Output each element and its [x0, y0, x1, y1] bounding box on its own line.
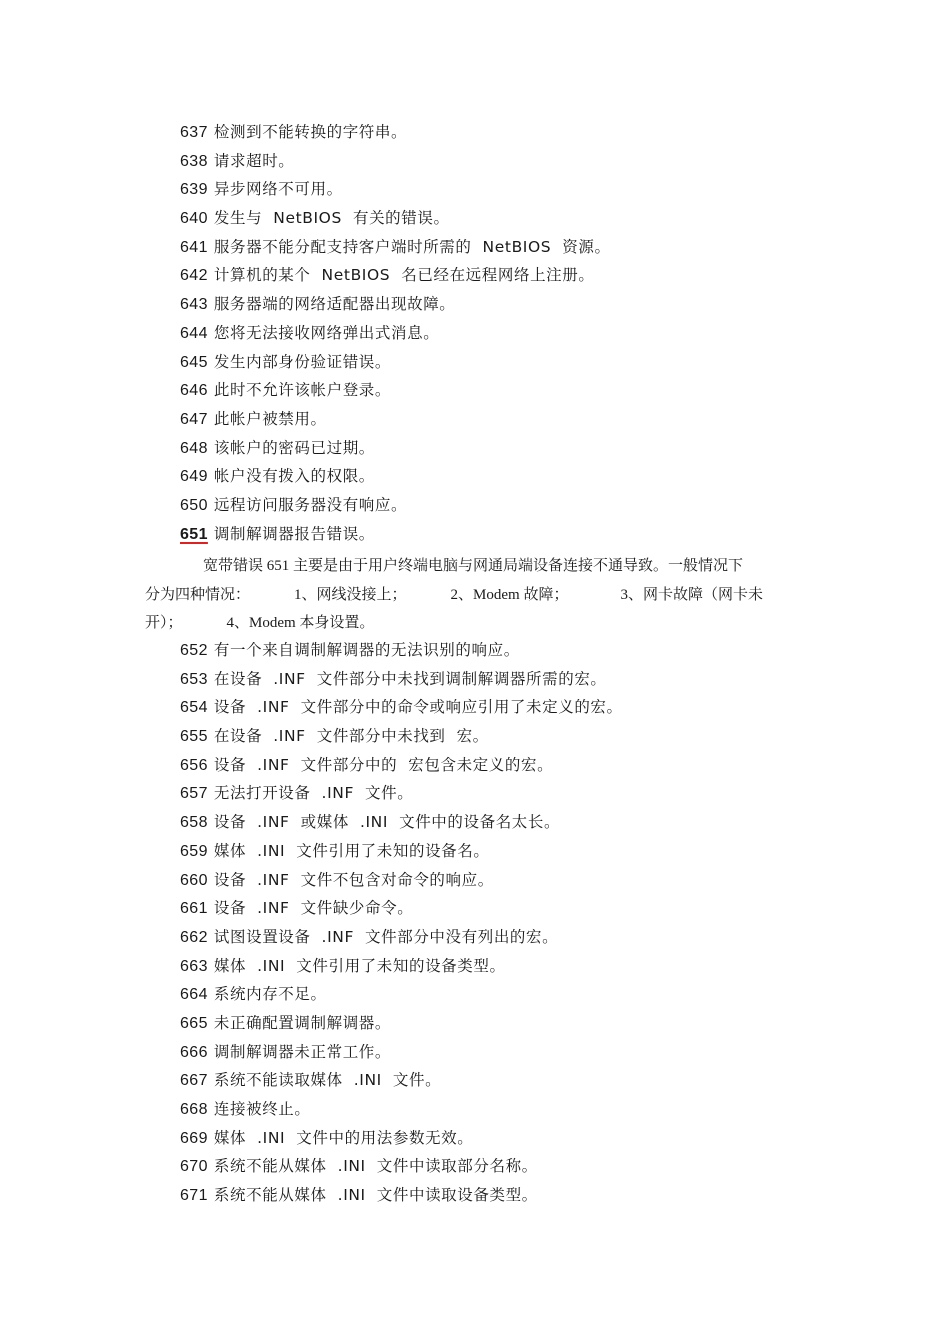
- list-item: [180, 175, 820, 204]
- list-item: [180, 808, 820, 837]
- list-item: [180, 290, 820, 319]
- error-code: 645: [180, 353, 208, 371]
- error-code: 642: [180, 267, 208, 285]
- list-item: [180, 665, 820, 694]
- error-code: 653: [180, 670, 208, 688]
- list-item: [180, 1038, 820, 1067]
- error-code: 648: [180, 439, 208, 457]
- list-item: [180, 462, 820, 491]
- note-line: 宽带错误 651 主要是由于用户终端电脑与网通局端设备连接不通导致。一般情况下: [203, 558, 744, 574]
- error-description: 检测到不能转换的字符串。: [213, 123, 408, 141]
- list-item: [180, 118, 820, 147]
- error-description: 媒体 .INI 文件引用了未知的设备类型。: [213, 956, 506, 975]
- note-text: 2、Modem 故障；: [450, 586, 569, 603]
- error-651-note: [145, 552, 810, 638]
- error-description: 试图设置设备 .INF 文件部分中没有列出的宏。: [213, 927, 559, 946]
- error-description: 设备 .INF 或媒体 .INI 文件中的设备名太长。: [213, 813, 561, 832]
- list-item: [180, 1152, 820, 1181]
- error-description: 远程访问服务器没有响应。: [213, 495, 408, 514]
- error-description: 在设备 .INF 文件部分中未找到 宏。: [213, 727, 489, 746]
- error-code: 652: [180, 642, 208, 659]
- error-code: 657: [180, 785, 208, 803]
- error-code: 658: [180, 814, 208, 832]
- list-item: [180, 319, 820, 348]
- note-text: 分为四种情况：: [145, 586, 251, 603]
- note-text: 3、网卡故障（网卡未: [620, 586, 763, 603]
- error-code: 650: [180, 496, 208, 514]
- error-description: 调制解调器报告错误。: [213, 524, 375, 543]
- error-description: 媒体 .INI 文件中的用法参数无效。: [213, 1128, 474, 1147]
- error-description: 此帐户被禁用。: [213, 409, 327, 428]
- error-description: 在设备 .INF 文件部分中未找到调制解调器所需的宏。: [213, 669, 607, 688]
- error-description: 帐户没有拨入的权限。: [213, 467, 375, 486]
- error-code: 666: [180, 1043, 208, 1061]
- error-code: 656: [180, 756, 208, 774]
- list-item: [180, 376, 820, 405]
- error-code: 661: [180, 900, 208, 918]
- error-list-bottom: [180, 636, 820, 1210]
- list-item: [180, 866, 820, 895]
- list-item: [180, 980, 820, 1009]
- list-item: [180, 491, 820, 520]
- note-line: [145, 609, 810, 638]
- error-description: 服务器不能分配支持客户端时所需的 NetBIOS 资源。: [213, 237, 611, 256]
- error-code: 655: [180, 728, 208, 746]
- error-description: 连接被终止。: [213, 1100, 311, 1118]
- note-text: 4、Modem 本身设置。: [226, 615, 375, 632]
- error-code: 643: [180, 296, 208, 314]
- error-code: 647: [180, 410, 208, 428]
- error-description: 服务器端的网络适配器出现故障。: [213, 295, 456, 314]
- error-description: 系统不能读取媒体 .INI 文件。: [213, 1071, 442, 1090]
- error-code: 654: [180, 699, 208, 717]
- error-code: 649: [180, 468, 208, 486]
- error-description: 媒体 .INI 文件引用了未知的设备名。: [213, 841, 490, 860]
- error-description: 系统内存不足。: [213, 985, 327, 1004]
- error-description: 有一个来自调制解调器的无法识别的响应。: [213, 641, 520, 659]
- list-item: [180, 952, 820, 981]
- error-code: 668: [180, 1101, 208, 1118]
- error-description: 设备 .INF 文件不包含对命令的响应。: [213, 870, 494, 889]
- error-code: 660: [180, 871, 208, 889]
- list-item: [180, 923, 820, 952]
- list-item: [180, 693, 820, 722]
- error-code: 671: [180, 1187, 208, 1205]
- error-description: 发生与 NetBIOS 有关的错误。: [213, 209, 450, 228]
- error-description: 设备 .INF 文件缺少命令。: [213, 899, 414, 918]
- error-code: 664: [180, 986, 208, 1004]
- list-item: [180, 1095, 820, 1124]
- note-line: [145, 581, 810, 610]
- list-item: [180, 348, 820, 377]
- error-code: 639: [180, 181, 208, 199]
- error-code: 665: [180, 1014, 208, 1032]
- error-description: 系统不能从媒体 .INI 文件中读取部分名称。: [213, 1157, 538, 1176]
- error-code: 644: [180, 324, 208, 342]
- error-code: 670: [180, 1158, 208, 1176]
- error-code: 638: [180, 152, 208, 170]
- note-text: 开）；: [145, 615, 183, 632]
- error-description: 异步网络不可用。: [213, 180, 343, 199]
- list-item: [180, 751, 820, 780]
- list-item: [180, 405, 820, 434]
- error-code: 669: [180, 1129, 208, 1147]
- error-code: 667: [180, 1072, 208, 1090]
- error-code: 659: [180, 842, 208, 860]
- list-item: [180, 779, 820, 808]
- list-item: [180, 233, 820, 262]
- list-item: [180, 636, 820, 665]
- error-code: 640: [180, 210, 208, 228]
- error-list-top: [180, 118, 820, 548]
- list-item: [180, 837, 820, 866]
- list-item: [180, 722, 820, 751]
- error-code: 662: [180, 928, 208, 946]
- list-item: [180, 894, 820, 923]
- error-description: 该帐户的密码已过期。: [213, 438, 375, 457]
- error-description: 您将无法接收网络弹出式消息。: [213, 323, 440, 342]
- error-description: 请求超时。: [213, 151, 295, 170]
- list-item: [180, 1181, 820, 1210]
- list-item: [180, 147, 820, 176]
- list-item: [180, 434, 820, 463]
- error-description: 此时不允许该帐户登录。: [213, 381, 392, 400]
- error-description: 系统不能从媒体 .INI 文件中读取设备类型。: [213, 1186, 538, 1205]
- error-description: 无法打开设备 .INF 文件。: [213, 784, 414, 803]
- list-item: [180, 1124, 820, 1153]
- error-code: 646: [180, 382, 208, 400]
- error-code: 641: [180, 238, 208, 256]
- error-description: 设备 .INF 文件部分中的命令或响应引用了未定义的宏。: [213, 698, 623, 717]
- error-description: 未正确配置调制解调器。: [213, 1013, 392, 1032]
- list-item: [180, 1066, 820, 1095]
- error-description: 调制解调器未正常工作。: [213, 1042, 392, 1061]
- error-code: 663: [180, 957, 208, 975]
- list-item-highlighted: [180, 520, 820, 549]
- list-item: [180, 1009, 820, 1038]
- list-item: [180, 204, 820, 233]
- list-item: [180, 261, 820, 290]
- error-description: 发生内部身份验证错误。: [213, 352, 392, 371]
- error-code: 637: [180, 124, 208, 141]
- error-description: 设备 .INF 文件部分中的 宏包含未定义的宏。: [213, 755, 554, 774]
- error-code-marked: 651: [180, 525, 208, 543]
- error-description: 计算机的某个 NetBIOS 名已经在远程网络上注册。: [213, 266, 595, 285]
- note-text: 1、网线没接上；: [294, 586, 407, 603]
